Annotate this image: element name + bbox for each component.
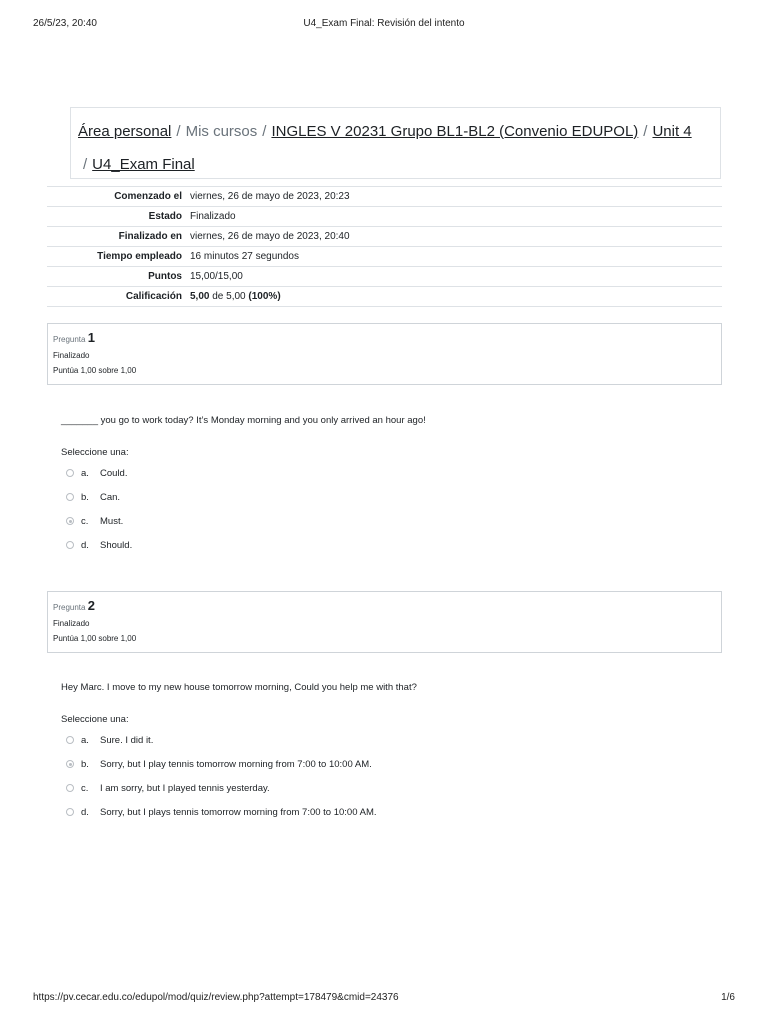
summary-label: Tiempo empleado bbox=[47, 247, 186, 267]
question-info-box bbox=[47, 591, 722, 653]
question-label: Pregunta bbox=[53, 603, 86, 612]
option-text: Sorry, but I play tennis tomorrow morning from 7:00 to 10:00 AM. bbox=[100, 758, 372, 770]
breadcrumb bbox=[70, 107, 721, 179]
radio-button[interactable] bbox=[66, 784, 74, 792]
print-header bbox=[33, 18, 735, 32]
question-state: Finalizado bbox=[53, 619, 90, 628]
option-letter: b. bbox=[81, 491, 89, 503]
breadcrumb-mycourses: Mis cursos bbox=[185, 123, 258, 140]
answer-option[interactable] bbox=[66, 485, 132, 509]
breadcrumb-separator: / bbox=[262, 123, 267, 140]
option-text: Can. bbox=[100, 491, 121, 503]
grade-percent: (100%) bbox=[248, 291, 281, 302]
summary-row bbox=[47, 187, 722, 207]
print-footer bbox=[33, 992, 735, 1006]
answer-option[interactable] bbox=[66, 461, 132, 485]
breadcrumb-quiz-link[interactable]: U4_Exam Final bbox=[92, 156, 195, 173]
answer-option[interactable] bbox=[66, 728, 377, 752]
breadcrumb-course-link[interactable]: INGLES V 20231 Grupo BL1-BL2 (Convenio EDUPOL) bbox=[271, 123, 639, 140]
option-letter: c. bbox=[81, 782, 89, 794]
summary-label: Finalizado en bbox=[47, 227, 186, 247]
radio-button-checked[interactable] bbox=[66, 517, 74, 525]
radio-button[interactable] bbox=[66, 541, 74, 549]
option-letter: a. bbox=[81, 467, 89, 479]
print-title: U4_Exam Final: Revisión del intento bbox=[303, 18, 465, 29]
radio-button[interactable] bbox=[66, 736, 74, 744]
print-url: https://pv.cecar.edu.co/edupol/mod/quiz/review.php?attempt=178479&cmid=24376 bbox=[33, 992, 399, 1003]
option-letter: d. bbox=[81, 539, 89, 551]
radio-button[interactable] bbox=[66, 808, 74, 816]
summary-value: Finalizado bbox=[186, 207, 722, 227]
question-text: Hey Marc. I move to my new house tomorrow morning, Could you help me with that? bbox=[61, 682, 417, 693]
question-state: Finalizado bbox=[53, 351, 90, 360]
radio-button-checked[interactable] bbox=[66, 760, 74, 768]
answer-option[interactable] bbox=[66, 800, 377, 824]
question-text: _______ you go to work today? It’s Monday morning and you only arrived an hour ago! bbox=[61, 415, 426, 426]
option-letter: c. bbox=[81, 515, 89, 527]
answer-options bbox=[66, 728, 377, 824]
breadcrumb-separator: / bbox=[83, 156, 88, 173]
answer-prompt: Seleccione una: bbox=[61, 714, 129, 725]
summary-row bbox=[47, 267, 722, 287]
option-text: Sure. I did it. bbox=[100, 734, 154, 746]
option-letter: a. bbox=[81, 734, 89, 746]
question-mark: Puntúa 1,00 sobre 1,00 bbox=[53, 634, 137, 643]
breadcrumb-separator: / bbox=[643, 123, 648, 140]
summary-value: viernes, 26 de mayo de 2023, 20:40 bbox=[186, 227, 722, 247]
option-letter: d. bbox=[81, 806, 89, 818]
question-number: 2 bbox=[87, 598, 95, 613]
question-number: 1 bbox=[87, 330, 95, 345]
answer-prompt: Seleccione una: bbox=[61, 447, 129, 458]
summary-value: 15,00/15,00 bbox=[186, 267, 722, 287]
option-text: Could. bbox=[100, 467, 128, 479]
print-date: 26/5/23, 20:40 bbox=[33, 18, 97, 29]
answer-option[interactable] bbox=[66, 776, 377, 800]
summary-row bbox=[47, 227, 722, 247]
summary-label: Comenzado el bbox=[47, 187, 186, 207]
breadcrumb-home-link[interactable]: Área personal bbox=[78, 123, 172, 140]
summary-label: Puntos bbox=[47, 267, 186, 287]
option-text: Should. bbox=[100, 539, 133, 551]
answer-option[interactable] bbox=[66, 533, 132, 557]
summary-row bbox=[47, 247, 722, 267]
summary-label: Calificación bbox=[47, 287, 186, 307]
answer-option-selected[interactable] bbox=[66, 752, 377, 776]
question-mark: Puntúa 1,00 sobre 1,00 bbox=[53, 366, 137, 375]
option-letter: b. bbox=[81, 758, 89, 770]
grade-of: de 5,00 bbox=[212, 291, 246, 302]
summary-value: 16 minutos 27 segundos bbox=[186, 247, 722, 267]
grade-score: 5,00 bbox=[190, 291, 210, 302]
summary-label: Estado bbox=[47, 207, 186, 227]
question-label: Pregunta bbox=[53, 335, 86, 344]
attempt-summary-table bbox=[47, 186, 722, 307]
question-info-box bbox=[47, 323, 722, 385]
grade-value bbox=[186, 287, 722, 307]
answer-option-selected[interactable] bbox=[66, 509, 132, 533]
option-text: Must. bbox=[100, 515, 124, 527]
radio-button[interactable] bbox=[66, 493, 74, 501]
answer-options bbox=[66, 461, 132, 557]
summary-row bbox=[47, 207, 722, 227]
option-text: I am sorry, but I played tennis yesterday. bbox=[100, 782, 270, 794]
breadcrumb-separator: / bbox=[176, 123, 181, 140]
summary-row-grade bbox=[47, 287, 722, 307]
option-text: Sorry, but I plays tennis tomorrow morning from 7:00 to 10:00 AM. bbox=[100, 806, 377, 818]
summary-value: viernes, 26 de mayo de 2023, 20:23 bbox=[186, 187, 722, 207]
breadcrumb-unit-link[interactable]: Unit 4 bbox=[652, 123, 692, 140]
radio-button[interactable] bbox=[66, 469, 74, 477]
print-page-number: 1/6 bbox=[721, 992, 735, 1003]
